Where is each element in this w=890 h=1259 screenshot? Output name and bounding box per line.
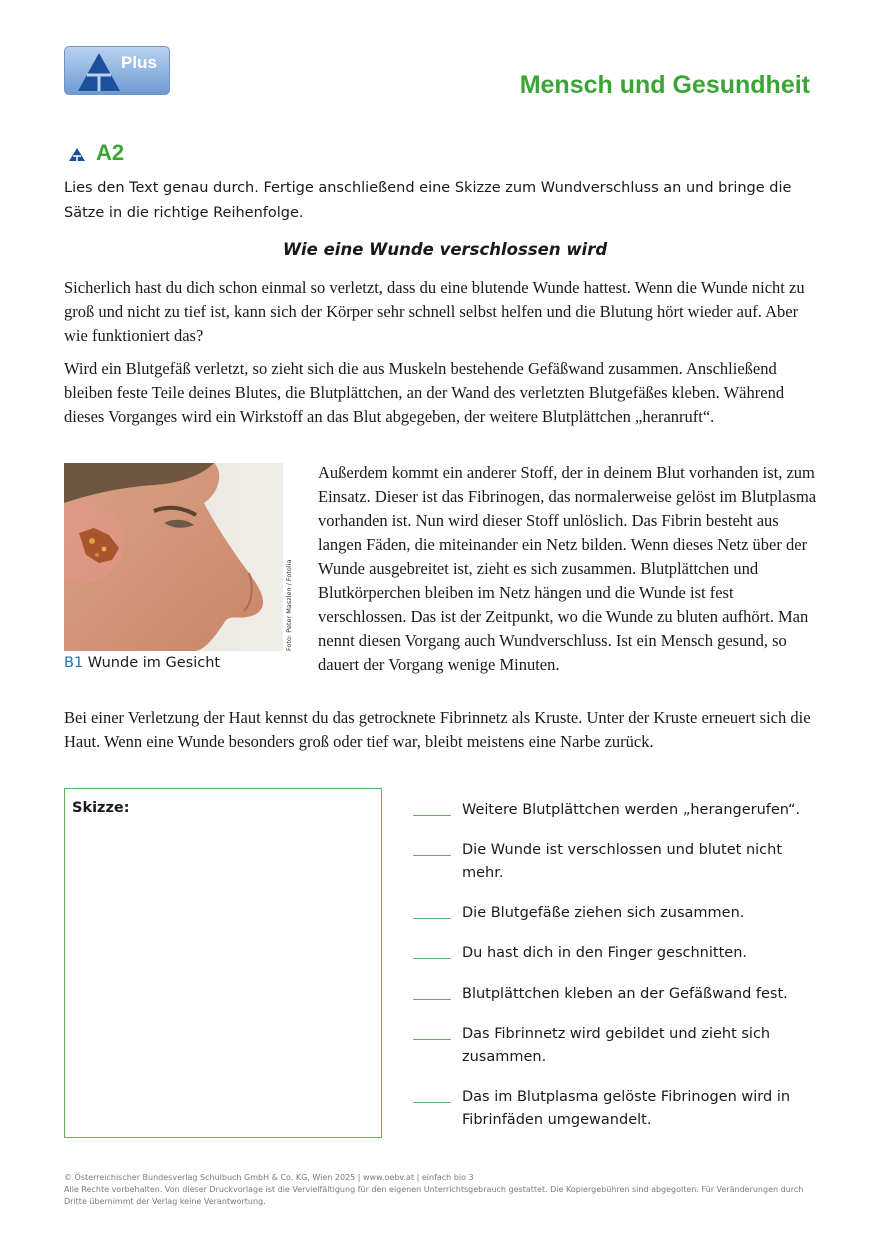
paragraph-2: Wird ein Blutgefäß verletzt, so zieht sich die aus Muskeln bestehende Gefäßwand zusammen. Anschließend bleiben feste Teile deines Blutes, die Blutplättchen, an der Wand des verletzten Blutgefäßes kleben. Während dieses Vorganges wird ein Wirkstoff an das Blut abgegeben, der weitere Blutplättchen „heranruft“. xyxy=(64,359,785,426)
task-id: A2 xyxy=(96,140,125,165)
order-blank[interactable] xyxy=(413,1102,451,1103)
logo-label: Plus xyxy=(121,53,157,72)
task-instruction: Lies den Text genau durch. Fertige anschließend eine Skizze zum Wundverschluss an und bringe die Sätze in die richtige Reihenfolge. xyxy=(64,180,792,221)
sketch-label: Skizze: xyxy=(72,800,130,816)
paragraph-4: Bei einer Verletzung der Haut kennst du das getrocknete Fibrinnetz als Kruste. Unter der Kruste erneuert sich die Haut. Wenn eine Wunde besonders groß oder tief war, bleibt meistens eine Narbe zurück. xyxy=(64,708,811,751)
order-item-text: Das Fibrinnetz wird gebildet und zieht sich zusammen. xyxy=(462,1026,771,1065)
order-blank[interactable] xyxy=(413,958,451,959)
text-title: Wie eine Wunde verschlossen wird xyxy=(282,240,608,259)
task-triangle-icon xyxy=(68,147,86,162)
order-blank[interactable] xyxy=(413,918,451,919)
order-blank[interactable] xyxy=(413,999,451,1000)
photo-credit: Foto: Peter Maszlen / Fotolia xyxy=(285,559,293,651)
order-item-text: Blutplättchen kleben an der Gefäßwand fest. xyxy=(462,986,788,1002)
order-blank[interactable] xyxy=(413,815,451,816)
order-item-text: Die Blutgefäße ziehen sich zusammen. xyxy=(462,905,745,921)
footer xyxy=(64,1172,824,1208)
order-item-text: Das im Blutplasma gelöste Fibrinogen wird in Fibrinfäden umgewandelt. xyxy=(462,1089,791,1128)
wound-face-photo xyxy=(64,463,283,651)
plus-logo xyxy=(64,46,170,95)
order-item-text: Du hast dich in den Finger geschnitten. xyxy=(462,945,747,961)
order-item-text: Die Wunde ist verschlossen und blutet nicht mehr. xyxy=(462,842,783,881)
triangle-logo-icon xyxy=(75,51,123,93)
page-title: Mensch und Gesundheit xyxy=(519,71,810,99)
footer-copyright: © Österreichischer Bundesverlag Schulbuch GmbH & Co. KG, Wien 2025 | www.oebv.at | einfach bio 3 xyxy=(64,1173,474,1182)
paragraph-3: Außerdem kommt ein anderer Stoff, der in deinem Blut vorhanden ist, zum Einsatz. Dieser ist das Fibrinogen, das normalerweise gelöst im Blutplasma vorhanden ist. Nun wird dieser Stoff unlöslich. Das Fibrin besteht aus langen Fäden, die miteinander ein Netz bilden. Wenn dieses Netz über der Wunde ausgebreitet ist, zieht es sich zusammen. Blutplättchen und Blutkörperchen bleiben im Netz hängen und die Wunde ist fest verschlossen. Das ist der Zeitpunkt, wo die Wunde zu bluten aufhört. Man nennt diesen Vorgang auch Wundverschluss. Ist ein Mensch gesund, so dauert der Vorgang wenige Minuten. xyxy=(318,463,817,674)
sketch-box[interactable] xyxy=(64,788,382,1138)
figure-caption xyxy=(64,655,220,671)
order-blank[interactable] xyxy=(413,855,451,856)
paragraph-1: Sicherlich hast du dich schon einmal so verletzt, dass du eine blutende Wunde hattest. Wenn die Wunde nicht zu groß und nicht zu tief ist, kann sich der Körper sehr schnell selbst helfen und die Blutung hört wieder auf. Aber wie funktioniert das? xyxy=(64,278,805,345)
order-item-text: Weitere Blutplättchen werden „herangerufen“. xyxy=(462,802,801,818)
footer-rights: Alle Rechte vorbehalten. Von dieser Druckvorlage ist die Vervielfältigung für den eigenen Unterrichtsgebrauch gestattet. Die Kopiergebühren sind abgegolten. Für Veränderungen durch Dritte übernimmt der Verlag keine Verantwortung. xyxy=(64,1185,804,1206)
figure-number: B1 xyxy=(64,655,84,671)
order-blank[interactable] xyxy=(413,1039,451,1040)
figure-caption-text: Wunde im Gesicht xyxy=(87,655,221,671)
